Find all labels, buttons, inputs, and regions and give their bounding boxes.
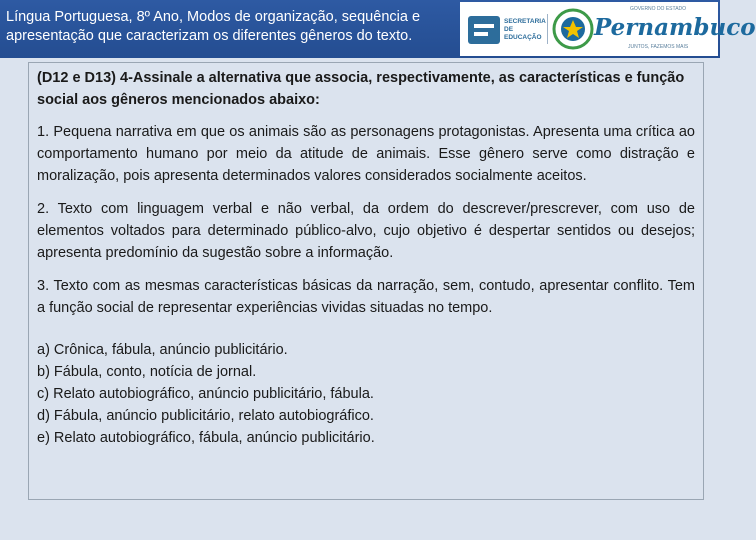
option-d: d) Fábula, anúncio publicitário, relato autobiográfico.: [37, 408, 374, 424]
question-box: [28, 62, 704, 500]
answer-options: [37, 339, 695, 449]
genre-description-3: 3. Texto com as mesmas características básicas da narração, sem, contudo, apresentar conflito. Tem a função social de representar experiências vividas situadas no tempo.: [37, 278, 695, 316]
option-c: c) Relato autobiográfico, anúncio publicitário, fábula.: [37, 386, 374, 402]
state-logo-subtitle: JUNTOS, FAZEMOS MAIS: [628, 44, 689, 50]
state-seal-icon: [552, 8, 594, 50]
header-bar: [0, 0, 756, 58]
secretaria-logo-icon: [466, 12, 502, 48]
genre-description-2: 2. Texto com linguagem verbal e não verbal, da ordem do descrever/prescrever, com uso de elementos voltados para determinado público-alvo, cujo objetivo é despertar sentidos ou desejos; apresenta predomínio da sugestão sobre a informação.: [37, 201, 695, 261]
logo-divider: [547, 14, 548, 44]
slide-title: Língua Portuguesa, 8º Ano, Modos de organização, sequência e apresentação que caracterizam os diferentes gêneros do texto.: [6, 9, 421, 44]
option-b: b) Fábula, conto, notícia de jornal.: [37, 364, 257, 380]
state-logo-text: Pernambuco: [594, 14, 756, 41]
secretaria-logo-text: SECRETARIA DE EDUCAÇÃO: [504, 18, 546, 41]
question-text: (D12 e D13) 4-Assinale a alternativa que associa, respectivamente, as características e função social aos gêneros mencionados abaixo:: [37, 70, 685, 108]
option-e: e) Relato autobiográfico, fábula, anúncio publicitário.: [37, 430, 375, 446]
logo-strip: [460, 2, 756, 56]
genre-description-1: 1. Pequena narrativa em que os animais são as personagens protagonistas. Apresenta uma crítica ao comportamento humano por meio da atitude de animais. Esse gênero serve como distração e moralização, pois apresenta determinados valores considerados socialmente aceitos.: [37, 124, 695, 184]
state-logo-top-text: GOVERNO DO ESTADO: [630, 6, 687, 12]
option-a: a) Crônica, fábula, anúncio publicitário.: [37, 342, 288, 358]
